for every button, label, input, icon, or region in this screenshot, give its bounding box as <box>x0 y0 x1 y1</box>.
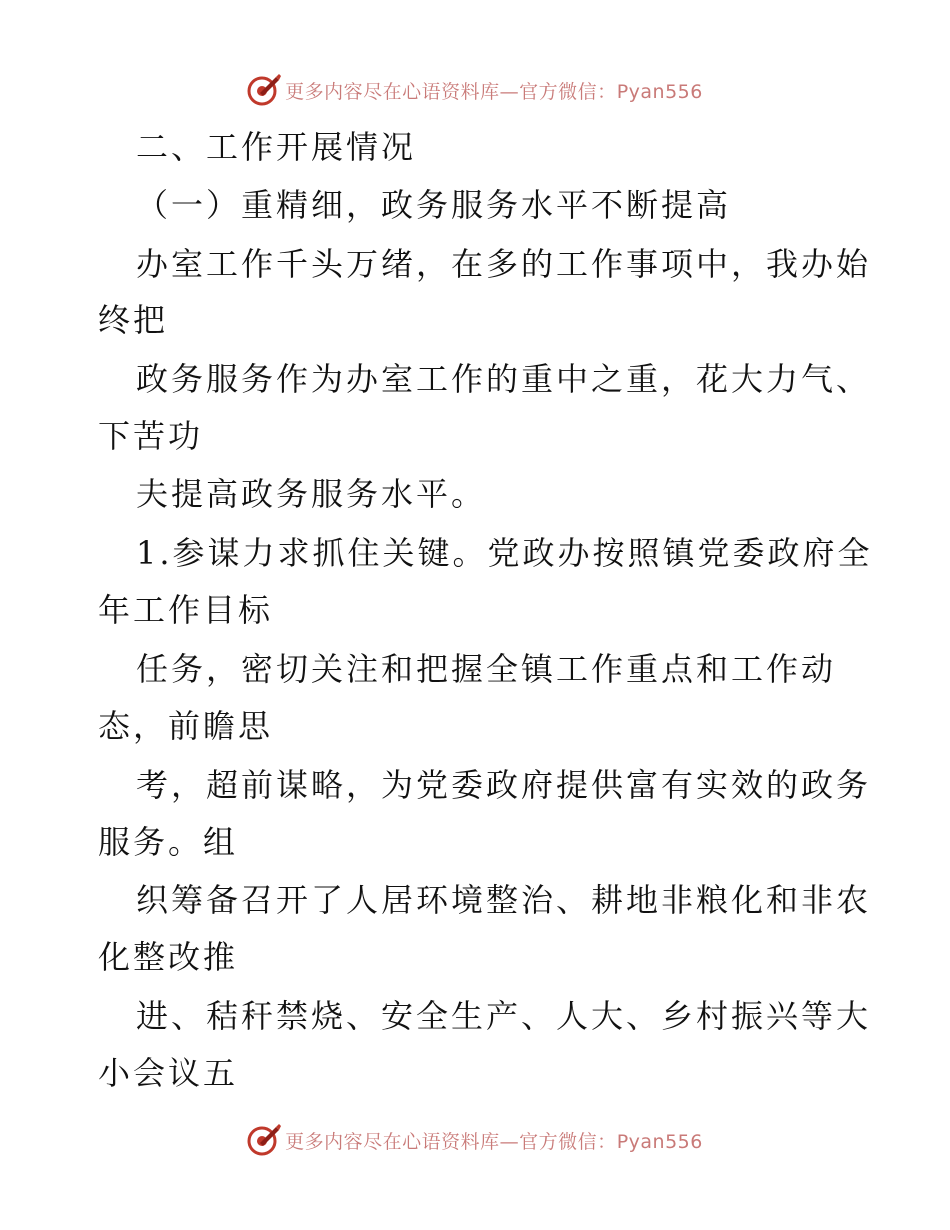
paragraph-line: 小会议五 <box>98 1054 239 1092</box>
paragraph-line: 服务。组 <box>98 823 239 861</box>
paragraph-line: 年工作目标 <box>98 591 274 629</box>
paragraph-line: 下苦功 <box>98 417 204 455</box>
watermark-text: 更多内容尽在心语资料库—官方微信：Pyan556 <box>285 80 703 103</box>
paragraph-line: 任务，密切关注和把握全镇工作重点和工作动 <box>136 650 837 688</box>
pen-logo-icon <box>247 73 281 107</box>
paragraph-line: 终把 <box>98 301 169 339</box>
paragraph-line: 态，前瞻思 <box>98 707 274 745</box>
footer-watermark <box>0 1120 950 1160</box>
paragraph-line: 夫提高政务服务水平。 <box>136 475 487 513</box>
paragraph-line: 化整改推 <box>98 938 239 976</box>
paragraph-line: 办室工作千头万绪，在多的工作事项中，我办始 <box>136 245 872 283</box>
watermark-text: 更多内容尽在心语资料库—官方微信：Pyan556 <box>285 1130 703 1153</box>
paragraph-line: 考，超前谋略，为党委政府提供富有实效的政务 <box>136 766 872 804</box>
paragraph-line: 进、秸秆禁烧、安全生产、人大、乡村振兴等大 <box>136 997 872 1035</box>
subsection-heading: （一）重精细，政务服务水平不断提高 <box>136 186 732 224</box>
section-heading: 二、工作开展情况 <box>136 128 417 166</box>
paragraph-line: 政务服务作为办室工作的重中之重，花大力气、 <box>136 360 872 398</box>
paragraph-line: 1.参谋力求抓住关键。党政办按照镇党委政府全 <box>136 534 873 572</box>
header-watermark <box>0 70 950 110</box>
paragraph-line: 织筹备召开了人居环境整治、耕地非粮化和非农 <box>136 881 872 919</box>
pen-logo-icon <box>247 1123 281 1157</box>
